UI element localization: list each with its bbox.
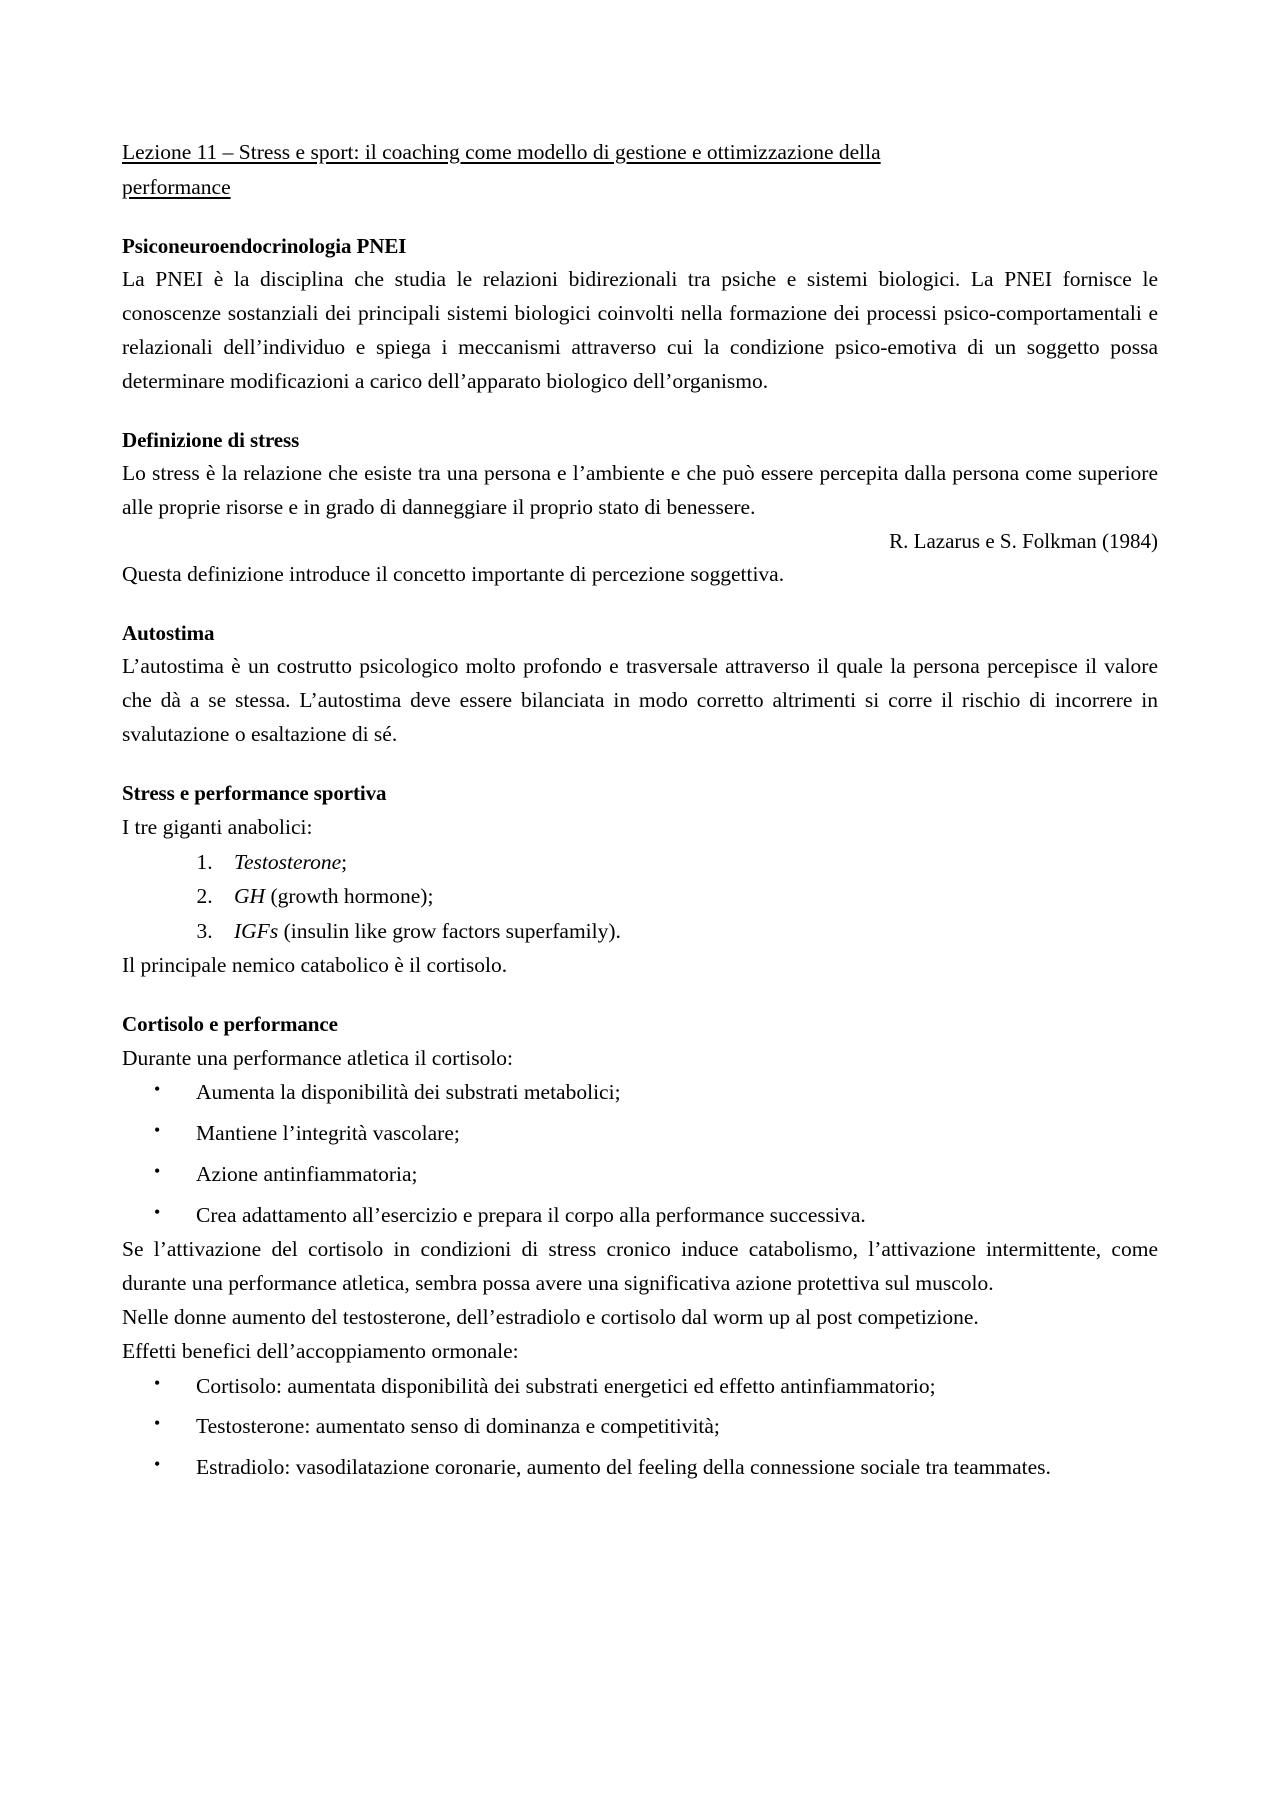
section-heading-autostima: Autostima xyxy=(122,620,215,645)
section-heading-definizione-stress: Definizione di stress xyxy=(122,427,300,452)
section-heading-cortisolo-performance: Cortisolo e performance xyxy=(122,1012,338,1037)
list-item-emphasis: Testosterone xyxy=(234,849,342,874)
bullet-icon: • xyxy=(154,1201,161,1222)
document-title-line-2: performance xyxy=(122,174,231,199)
list-item-label: Aumenta la disponibilità dei substrati metabolici; xyxy=(196,1080,621,1105)
document-title xyxy=(122,135,1158,205)
list-item xyxy=(122,1157,1158,1192)
paragraph-hormonal-coupling-intro: Effetti benefici dell’accoppiamento ormonale: xyxy=(122,1338,519,1363)
list-item-label: Azione antinfiammatoria; xyxy=(196,1162,418,1187)
section-intro-cortisolo-performance: Durante una performance atletica il cortisolo: xyxy=(122,1045,514,1070)
list-item xyxy=(122,1450,1158,1485)
anabolic-giants-list xyxy=(122,845,1158,949)
list-item xyxy=(218,879,1158,914)
list-item xyxy=(122,1116,1158,1151)
section-cortisolo-performance xyxy=(122,1009,1158,1485)
section-closing-stress-performance-sportiva: Il principale nemico catabolico è il cortisolo. xyxy=(122,953,508,978)
list-item-rest: (growth hormone); xyxy=(265,884,434,909)
cortisol-effects-list xyxy=(122,1075,1158,1232)
bullet-icon: • xyxy=(154,1413,161,1434)
list-item-label: Estradiolo: vasodilatazione coronarie, aumento del feeling della connessione sociale tra teammates. xyxy=(196,1455,1051,1480)
section-body-pnei: La PNEI è la disciplina che studia le relazioni bidirezionali tra psiche e sistemi biologici. La PNEI fornisce le conoscenze sostanziali dei principali sistemi biologici coinvolti nella formazione dei processi psico-comportamentali e relazionali dell’individuo e spiega i meccanismi attraverso cui la condizione psico-emotiva di un soggetto possa determinare modificazioni a carico dell’apparato biologico dell’organismo. xyxy=(122,267,1158,393)
bullet-icon: • xyxy=(154,1454,161,1475)
bullet-icon: • xyxy=(154,1161,161,1182)
list-item xyxy=(122,1075,1158,1110)
section-body-definizione-stress-after: Questa definizione introduce il concetto importante di percezione soggettiva. xyxy=(122,561,785,586)
section-intro-stress-performance-sportiva: I tre giganti anabolici: xyxy=(122,814,313,839)
bullet-icon: • xyxy=(154,1372,161,1393)
section-body-definizione-stress: Lo stress è la relazione che esiste tra una persona e l’ambiente e che può essere percepita dalla persona come superiore alle proprie risorse e in grado di danneggiare il proprio stato di benessere. xyxy=(122,461,1158,520)
section-stress-performance-sportiva xyxy=(122,778,1158,983)
list-item xyxy=(122,1369,1158,1404)
section-pnei xyxy=(122,231,1158,399)
list-item xyxy=(218,914,1158,949)
document-title-line-1: Lezione 11 – Stress e sport: il coaching come modello di gestione e ottimizzazione della xyxy=(122,140,881,164)
list-item-rest: ; xyxy=(341,849,348,874)
bullet-icon: • xyxy=(154,1079,161,1100)
section-autostima xyxy=(122,618,1158,752)
list-item-label: Crea adattamento all’esercizio e prepara il corpo alla performance successiva. xyxy=(196,1202,866,1227)
paragraph-women-hormones: Nelle donne aumento del testosterone, dell’estradiolo e cortisolo dal worm up al post competizione. xyxy=(122,1304,979,1329)
list-item xyxy=(218,845,1158,880)
section-heading-pnei: Psiconeuroendocrinologia PNEI xyxy=(122,233,407,258)
citation-lazarus-folkman: R. Lazarus e S. Folkman (1984) xyxy=(889,529,1158,554)
section-body-autostima: L’autostima è un costrutto psicologico molto profondo e trasversale attraverso il quale la persona percepisce il valore che dà a se stessa. L’autostima deve essere bilanciata in modo corretto altrimenti si corre il rischio di incorrere in svalutazione o esaltazione di sé. xyxy=(122,654,1158,747)
list-item xyxy=(122,1198,1158,1233)
hormonal-coupling-effects-list xyxy=(122,1369,1158,1485)
list-item-label: Mantiene l’integrità vascolare; xyxy=(196,1121,460,1146)
paragraph-cortisol-chronic-stress: Se l’attivazione del cortisolo in condizioni di stress cronico induce catabolismo, l’attivazione intermittente, come durante una performance atletica, sembra possa avere una significativa azione protettiva sul muscolo. xyxy=(122,1236,1158,1295)
list-item-label: Cortisolo: aumentata disponibilità dei substrati energetici ed effetto antinfiammatorio; xyxy=(196,1373,936,1398)
section-heading-stress-performance-sportiva: Stress e performance sportiva xyxy=(122,781,387,806)
list-item-emphasis: IGFs xyxy=(234,919,279,944)
list-item-rest: (insulin like grow factors superfamily). xyxy=(278,919,621,944)
list-item-emphasis: GH xyxy=(234,884,266,909)
bullet-icon: • xyxy=(154,1120,161,1141)
list-item-label: Testosterone: aumentato senso di dominanza e competitività; xyxy=(196,1414,720,1439)
section-definizione-stress xyxy=(122,425,1158,592)
list-item xyxy=(122,1409,1158,1444)
